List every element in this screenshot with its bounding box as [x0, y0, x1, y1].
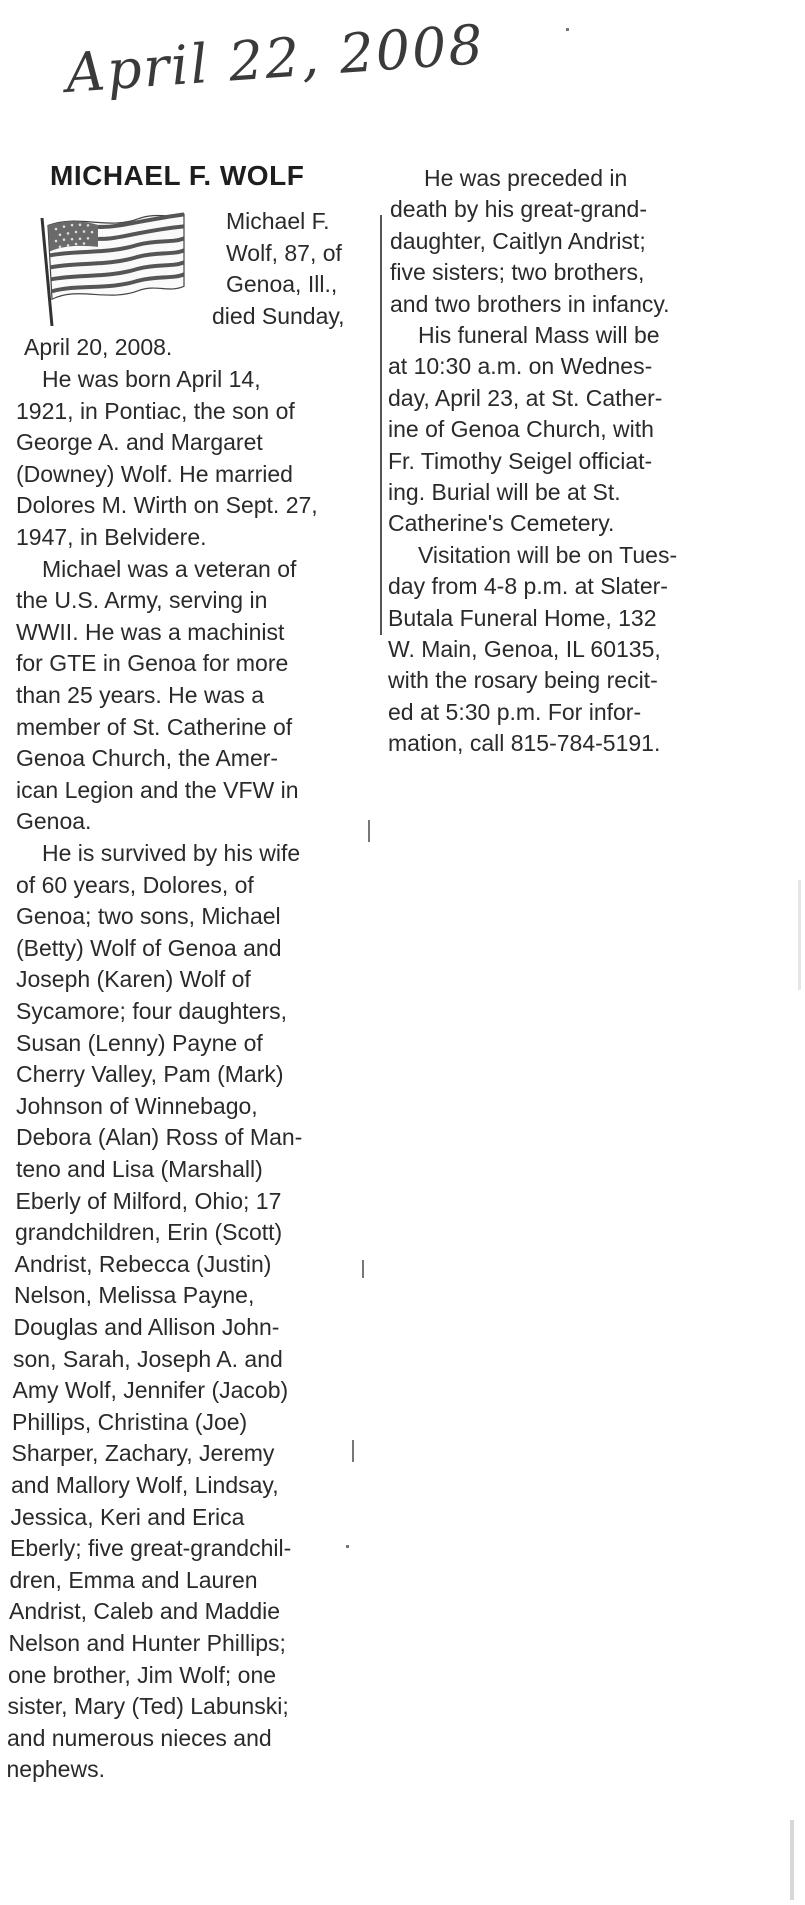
right-column-line: mation, call 815-784-5191. [388, 730, 661, 757]
left-column-line: sister, Mary (Ted) Labunski; [7, 1693, 289, 1720]
left-column-line: Genoa, Ill., [226, 271, 338, 298]
left-column-line: Genoa; two sons, Michael [16, 903, 281, 930]
right-column-line: ed at 5:30 p.m. For infor- [388, 698, 642, 725]
left-column-line: He is survived by his wife [42, 840, 301, 866]
right-column-line: Fr. Timothy Seigel officiat- [388, 447, 653, 474]
right-column-line: Visitation will be on Tues- [418, 541, 678, 568]
left-column-line: Douglas and Allison John- [13, 1314, 280, 1340]
scan-edge-mark [798, 880, 801, 990]
handwritten-date: April 22, 2008 [63, 12, 487, 105]
obituary-headline: MICHAEL F. WOLF [50, 160, 305, 191]
left-column-line: Amy Wolf, Jennifer (Jacob) [12, 1377, 289, 1404]
left-column-line: 1947, in Belvidere. [16, 524, 207, 550]
print-speck [566, 28, 569, 31]
right-column-line: with the rosary being recit- [388, 667, 658, 694]
right-column-line: He was preceded in [424, 165, 628, 191]
left-column-line: Andrist, Rebecca (Justin) [14, 1250, 272, 1277]
right-column-line: ine of Genoa Church, with [388, 416, 654, 443]
left-column-line: Jessica, Keri and Erica [10, 1503, 245, 1530]
left-column-line: Wolf, 87, of [226, 239, 342, 266]
column-divider [380, 215, 382, 635]
left-column-line: Eberly; five great-grandchil- [10, 1535, 292, 1562]
left-column-line: Nelson and Hunter Phillips; [8, 1630, 286, 1656]
left-column-line: Michael F. [226, 208, 330, 234]
left-column-line: and Mallory Wolf, Lindsay, [11, 1472, 279, 1498]
left-column-line: member of St. Catherine of [16, 713, 293, 740]
left-column-line: George A. and Margaret [16, 429, 263, 456]
left-column-line: Joseph (Karen) Wolf of [16, 966, 251, 993]
left-column-line: WWII. He was a machinist [16, 618, 285, 645]
left-column-line: April 20, 2008. [24, 334, 173, 361]
print-speck [362, 1260, 364, 1278]
left-column-line: for GTE in Genoa for more [16, 650, 289, 677]
left-column-line: died Sunday, [212, 302, 345, 329]
left-column-line: Johnson of Winnebago, [16, 1092, 258, 1119]
right-column-line: five sisters; two brothers, [390, 259, 645, 286]
left-column-line: than 25 years. He was a [16, 682, 265, 708]
left-column-line: Eberly of Milford, Ohio; 17 [15, 1187, 282, 1214]
left-column-line: Sycamore; four daughters, [16, 998, 288, 1024]
left-column-line: (Downey) Wolf. He married [16, 460, 293, 487]
right-column-line: and two brothers in infancy. [390, 290, 670, 317]
right-column-line: Butala Funeral Home, 132 [388, 604, 657, 631]
left-column-line: Debora (Alan) Ross of Man- [16, 1124, 303, 1151]
right-column-line: W. Main, Genoa, IL 60135, [388, 636, 661, 662]
left-column-line: Genoa Church, the Amer- [16, 745, 279, 772]
right-column-line: day, April 23, at St. Cather- [388, 384, 663, 411]
left-column-line: 1921, in Pontiac, the son of [16, 397, 295, 424]
left-column-line: Cherry Valley, Pam (Mark) [16, 1061, 284, 1088]
print-speck [346, 1545, 349, 1548]
left-column-line: son, Sarah, Joseph A. and [13, 1345, 283, 1372]
right-column-line: daughter, Caitlyn Andrist; [390, 227, 646, 254]
right-column-line: at 10:30 a.m. on Wednes- [388, 353, 653, 380]
left-column-line: He was born April 14, [42, 366, 261, 392]
left-column-line: one brother, Jim Wolf; one [8, 1661, 277, 1688]
left-column-line: Phillips, Christina (Joe) [12, 1408, 248, 1435]
left-column-line: and numerous nieces and [7, 1724, 272, 1751]
american-flag-icon [38, 208, 188, 326]
right-column-line: Catherine's Cemetery. [388, 510, 615, 537]
left-column-line: Andrist, Caleb and Maddie [9, 1598, 281, 1625]
left-column-line: Genoa. [16, 808, 92, 835]
right-column-line: His funeral Mass will be [418, 322, 660, 348]
right-column-line: day from 4-8 p.m. at Slater- [388, 573, 668, 600]
print-speck [352, 1440, 354, 1462]
left-column-line: Dolores M. Wirth on Sept. 27, [16, 492, 318, 519]
left-column-line: Susan (Lenny) Payne of [16, 1029, 263, 1056]
right-column-line: death by his great-grand- [390, 196, 647, 223]
left-column-line: Nelson, Melissa Payne, [14, 1282, 255, 1309]
right-column-line: ing. Burial will be at St. [388, 479, 621, 505]
left-column-line: the U.S. Army, serving in [16, 587, 268, 614]
left-column-line: Michael was a veteran of [42, 555, 297, 582]
left-column-line: grandchildren, Erin (Scott) [15, 1219, 283, 1246]
scan-edge-mark [790, 1820, 794, 1900]
left-column-line: dren, Emma and Lauren [9, 1566, 258, 1593]
left-column-line: teno and Lisa (Marshall) [16, 1156, 263, 1182]
left-column-line: ican Legion and the VFW in [16, 776, 299, 803]
print-speck [368, 820, 370, 842]
left-column-line: Sharper, Zachary, Jeremy [11, 1440, 275, 1467]
left-column-line: nephews. [6, 1756, 105, 1783]
left-column-line: (Betty) Wolf of Genoa and [16, 934, 282, 961]
left-column-line: of 60 years, Dolores, of [16, 871, 254, 898]
